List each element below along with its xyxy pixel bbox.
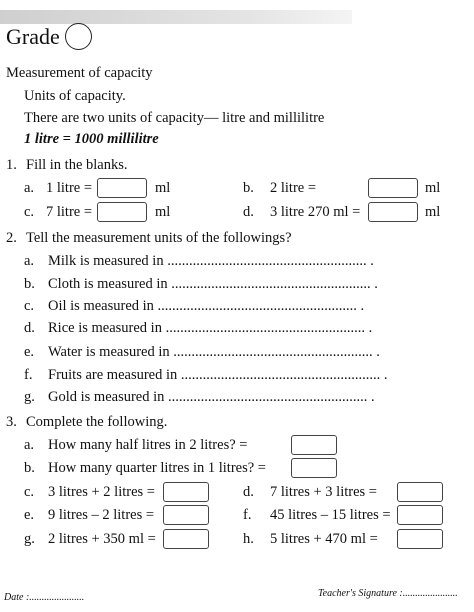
answer-box[interactable] (368, 202, 418, 222)
s1-c-letter: c. (24, 204, 35, 220)
s3-d-text: 7 litres + 3 litres = (270, 484, 377, 500)
grade-circle-input[interactable] (65, 23, 92, 50)
date-field: Date :...................... (4, 592, 85, 603)
header-bar (0, 10, 352, 24)
s3-c-text: 3 litres + 2 litres = (48, 484, 155, 500)
answer-box[interactable] (163, 529, 209, 549)
s2-e-letter: e. (24, 344, 35, 360)
s2-g-text: Gold is measured in ....................................................... . (48, 389, 375, 405)
answer-box[interactable] (163, 505, 209, 525)
answer-box[interactable] (397, 529, 443, 549)
s3-b-text: How many quarter litres in 1 litres? = (48, 460, 266, 476)
section1-number: 1. (6, 157, 17, 173)
answer-box[interactable] (291, 458, 337, 478)
answer-box[interactable] (368, 178, 418, 198)
s3-a-text: How many half litres in 2 litres? = (48, 437, 248, 453)
s3-e-letter: e. (24, 507, 35, 523)
s2-a-text: Milk is measured in ....................................................... . (48, 253, 374, 269)
s1-a-letter: a. (24, 180, 35, 196)
s3-e-text: 9 litres – 2 litres = (48, 507, 155, 523)
s3-b-letter: b. (24, 460, 35, 476)
answer-box[interactable] (291, 435, 337, 455)
teacher-signature-field: Teacher's Signature :...................... (318, 588, 458, 599)
answer-box[interactable] (97, 202, 147, 222)
section3-number: 3. (6, 414, 17, 430)
s2-b-text: Cloth is measured in ....................................................... . (48, 276, 378, 292)
intro-formula: 1 litre = 1000 millilitre (24, 131, 159, 147)
answer-box[interactable] (397, 505, 443, 525)
s1-b-letter: b. (243, 180, 254, 196)
s1-a-text: 1 litre = (46, 180, 93, 196)
s3-d-letter: d. (243, 484, 254, 500)
s2-e-text: Water is measured in ....................................................... . (48, 344, 380, 360)
s2-c-text: Oil is measured in ....................................................... . (48, 298, 365, 314)
s3-f-letter: f. (243, 507, 252, 523)
s1-d-text: 3 litre 270 ml = (270, 204, 361, 220)
s3-g-letter: g. (24, 531, 35, 547)
s1-d-letter: d. (243, 204, 254, 220)
s2-b-letter: b. (24, 276, 35, 292)
s1-c-unit: ml (155, 204, 171, 220)
s3-c-letter: c. (24, 484, 35, 500)
s1-c-text: 7 litre = (46, 204, 93, 220)
s2-c-letter: c. (24, 298, 35, 314)
s2-f-text: Fruits are measured in ....................................................... . (48, 367, 388, 383)
section2-title: Tell the measurement units of the followings? (26, 230, 292, 246)
s2-g-letter: g. (24, 389, 35, 405)
section3-title: Complete the following. (26, 414, 168, 430)
answer-box[interactable] (97, 178, 147, 198)
s3-g-text: 2 litres + 350 ml = (48, 531, 156, 547)
intro-subtitle: Units of capacity. (24, 88, 126, 104)
section2-number: 2. (6, 230, 17, 246)
s2-a-letter: a. (24, 253, 35, 269)
s3-f-text: 45 litres – 15 litres = (270, 507, 391, 523)
s2-f-letter: f. (24, 367, 33, 383)
s3-h-text: 5 litres + 470 ml = (270, 531, 378, 547)
answer-box[interactable] (397, 482, 443, 502)
s3-a-letter: a. (24, 437, 35, 453)
s1-d-unit: ml (425, 204, 441, 220)
s3-h-letter: h. (243, 531, 254, 547)
s1-b-unit: ml (425, 180, 441, 196)
section1-title: Fill in the blanks. (26, 157, 128, 173)
grade-label: Grade (6, 24, 60, 49)
intro-title: Measurement of capacity (6, 65, 153, 81)
s1-a-unit: ml (155, 180, 171, 196)
s2-d-letter: d. (24, 320, 35, 336)
s2-d-text: Rice is measured in ....................................................... . (48, 320, 373, 336)
answer-box[interactable] (163, 482, 209, 502)
s1-b-text: 2 litre = (270, 180, 317, 196)
intro-line: There are two units of capacity— litre and millilitre (24, 110, 325, 126)
